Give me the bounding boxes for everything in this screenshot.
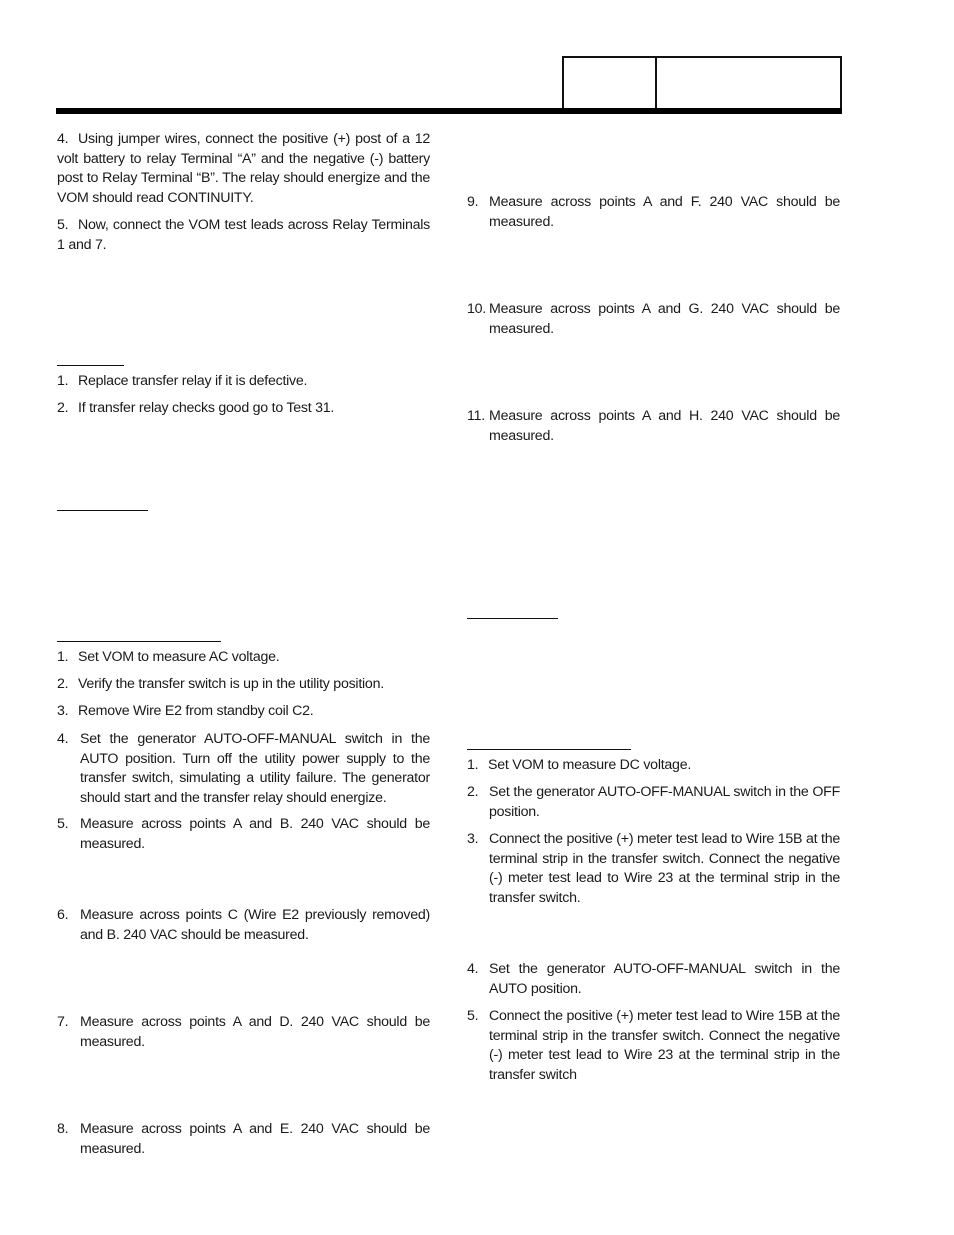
list-item: 4. Set the generator AUTO-OFF-MANUAL switch in the AUTO position. Turn off the utility power supply to the transfer switch, simulating a utility failure. The generator should start and the transfer relay should energize. [57, 731, 430, 806]
list-item: 5. Now, connect the VOM test leads across Relay Terminals 1 and 7. [57, 217, 430, 253]
section-heading-rule [57, 510, 148, 511]
list-item: 1. Set VOM to measure DC voltage. [467, 757, 692, 773]
list-item: 3. Remove Wire E2 from standby coil C2. [57, 703, 314, 719]
header-section-box [562, 56, 657, 110]
section-heading-rule [467, 618, 558, 619]
list-item: 11. Measure across points A and H. 240 VAC should be measured. [467, 408, 840, 444]
list-item: 6. Measure across points C (Wire E2 previously removed) and B. 240 VAC should be measured. [57, 907, 430, 943]
procedure-heading-rule [467, 749, 631, 750]
procedure-heading-rule [57, 641, 221, 642]
list-item: 4. Using jumper wires, connect the positive (+) post of a 12 volt battery to relay Terminal “A” and the negative (-) battery post to Relay Terminal “B”. The relay should energize and the VOM should read CONTINUITY. [57, 131, 430, 206]
list-item: 4. Set the generator AUTO-OFF-MANUAL switch in the AUTO position. [467, 961, 840, 997]
list-item: 5. Connect the positive (+) meter test lead to Wire 15B at the terminal strip in the transfer switch. Connect the negative (-) meter test lead to Wire 23 at the terminal strip in the transfer switch [467, 1008, 840, 1083]
header-page-box [655, 56, 842, 110]
list-item: 2. If transfer relay checks good go to Test 31. [57, 400, 335, 416]
list-item: 3. Connect the positive (+) meter test lead to Wire 15B at the terminal strip in the transfer switch. Connect the negative (-) meter test lead to Wire 23 at the terminal strip in the transfer switch. [467, 831, 840, 906]
list-item: 2. Set the generator AUTO-OFF-MANUAL switch in the OFF position. [467, 784, 840, 820]
list-item: 8. Measure across points A and E. 240 VAC should be measured. [57, 1121, 430, 1157]
list-item: 10. Measure across points A and G. 240 VAC should be measured. [467, 301, 840, 337]
list-item: 1. Replace transfer relay if it is defective. [57, 373, 308, 389]
header-rule [56, 108, 842, 114]
list-item: 9. Measure across points A and F. 240 VAC should be measured. [467, 194, 840, 230]
list-item: 2. Verify the transfer switch is up in the utility position. [57, 676, 384, 692]
results-heading-rule [57, 365, 124, 366]
list-item: 5. Measure across points A and B. 240 VAC should be measured. [57, 816, 430, 852]
list-item: 7. Measure across points A and D. 240 VAC should be measured. [57, 1014, 430, 1050]
list-item: 1. Set VOM to measure AC voltage. [57, 649, 280, 665]
